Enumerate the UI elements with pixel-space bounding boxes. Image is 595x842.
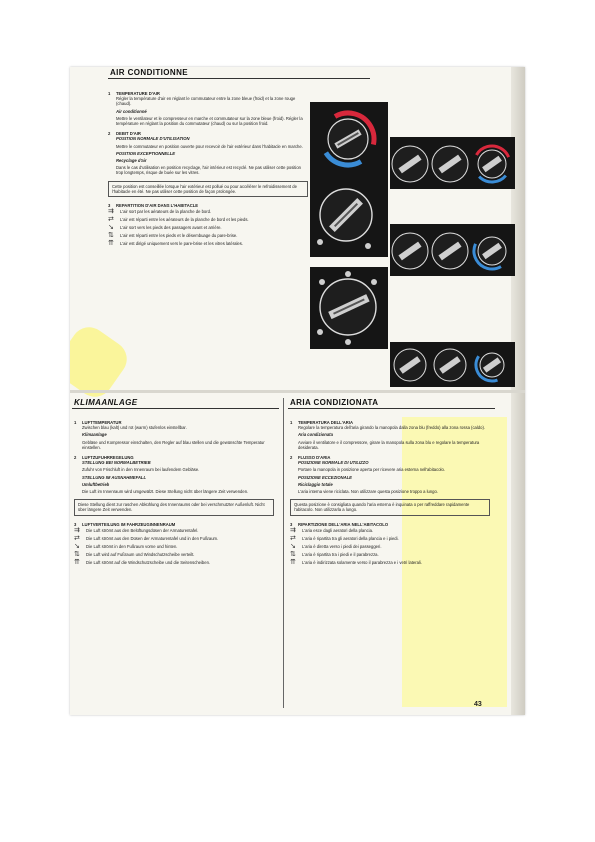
temp-section — [74, 420, 274, 450]
section-heading: DEBIT D'AIR — [116, 131, 141, 137]
distribution-knob-photo — [310, 267, 388, 349]
control-panel-photos — [310, 102, 515, 387]
item-text: L'aria è diretta verso i piedi dei passeggeri. — [302, 543, 382, 549]
paragraph: Die Luft im Innenraum wird umgewälzt. Diese Stellung nicht über längere Zeit verwenden. — [82, 489, 249, 495]
distribution-section — [108, 203, 308, 247]
feet-icon: ↘ — [108, 224, 114, 232]
subheading: POSITION NORMALE D'UTILISATION — [116, 136, 190, 142]
manual-page — [70, 67, 525, 715]
distribution-item — [290, 528, 490, 534]
feet-defrost-icon: ⇅ — [290, 550, 296, 558]
item-text: L'air est dirigé uniquement vers le pare-brise et les vitres latérales. — [120, 241, 243, 247]
note-box: Diese Stellung dient zur raschen Abkühlung des Innenraums oder bei verschmutzter Außenluft. Nicht über längere Zeit verwenden. — [74, 499, 274, 515]
column-fr — [108, 91, 308, 252]
paragraph: Zufuhr von Frischluft in den Innenraum bei laufendem Gebläse. — [82, 467, 200, 473]
item-text: L'air est réparti entre les aérateurs de la planche de bord et les pieds. — [120, 217, 249, 223]
distribution-item — [290, 536, 490, 542]
note-box: Cette position est conseillée lorsque l'air extérieur est pollué ou pour accélérer le refroidissement de l'habitacle en été. Ne pas utiliser cette position de façon prolongée. — [108, 181, 308, 197]
subheading: Klimaanlage — [82, 432, 107, 438]
temp-section — [108, 91, 308, 126]
temp-section — [290, 420, 490, 450]
section-number: 2 — [74, 455, 77, 461]
item-text: Die Luft strömt aus den Belüftungsdüsen der Armaturentafel. — [86, 527, 199, 533]
item-text: Die Luft strömt aus den Düsen der Armaturentafel und in den Fußraum. — [86, 535, 219, 541]
section-heading: TEMPERATURE D'AIR — [116, 91, 160, 96]
section-heading: FLUSSO D'ARIA — [298, 455, 331, 461]
full-panel-photo — [390, 137, 515, 189]
distribution-item — [108, 225, 308, 231]
column-de — [74, 420, 274, 571]
section-heading: LUFTVERTEILUNG IM FAHRZEUGINNENRAUM — [82, 521, 176, 527]
paragraph: Portare la manopola in posizione aperta per ricevere aria esterna nell'abitacolo. — [298, 467, 445, 473]
distribution-item — [74, 544, 274, 550]
feet-icon: ↘ — [290, 542, 296, 550]
subheading: Aria condizionata — [298, 432, 333, 438]
distribution-item — [290, 544, 490, 550]
windshield-defrost-icon: ⇈ — [290, 558, 296, 566]
section-number: 1 — [108, 91, 111, 96]
temperature-knob-photo — [310, 102, 388, 177]
item-text: L'air sort par les aérateurs de la planche de bord. — [120, 209, 212, 215]
paragraph: Dans le cas d'utilisation en position recyclage, l'air intérieur est recyclé. Ne pas utiliser cette position trop longtemps, risque de buée sur les vitres. — [116, 165, 302, 176]
item-text: L'aria esce dagli aeratori della plancia. — [302, 527, 374, 533]
note-box: Questa posizione è consigliata quando l'aria esterna è inquinata o per raffreddare rapidamente l'abitacolo. Non utilizzarla a lungo. — [290, 499, 490, 515]
windshield-defrost-icon: ⇈ — [108, 240, 114, 248]
feet-defrost-icon: ⇅ — [74, 550, 80, 558]
full-panel-photo — [390, 224, 515, 276]
distribution-item — [108, 217, 308, 223]
distribution-item — [74, 552, 274, 558]
paragraph: Régler la température d'air en réglant le commutateur entre la zone bleue (froid) et la zone rouge (chaud). — [116, 96, 296, 107]
item-text: L'air est réparti entre les pieds et le désembuage du pare-brise. — [120, 233, 238, 239]
section-number: 1 — [74, 420, 77, 425]
subheading: Riciclaggio totale — [298, 481, 333, 487]
subheading: POSIZIONE ECCEZIONALE — [298, 474, 352, 480]
section-heading: RIPARTIZIONE DELL'ARIA NELL'ABITACOLO — [298, 521, 389, 527]
distribution-item — [108, 241, 308, 247]
subheading: POSIZIONE NORMALE DI UTILIZZO — [298, 460, 369, 466]
item-text: L'aria è indirizzata solamente verso il parabrezza e i vetri laterali. — [302, 559, 422, 565]
dashboard-vent-icon: ⇉ — [290, 526, 296, 534]
section-heading: TEMPERATURA DELL'ARIA — [298, 420, 353, 425]
section-heading: LUFTZUFUHRREGELUNG — [82, 455, 134, 461]
page-fold — [70, 390, 525, 393]
distribution-item — [108, 209, 308, 215]
distribution-section — [74, 522, 274, 566]
subheading: STELLUNG BEI NORMALBETRIEB — [82, 460, 151, 466]
column-it — [290, 420, 490, 571]
item-text: Die Luft wird auf Fußraum und Windschutzscheibe verteilt. — [86, 551, 195, 557]
distribution-item — [74, 528, 274, 534]
bilevel-icon: ⇄ — [74, 534, 80, 542]
paragraph: Gebläse und Kompressor einschalten, den Regler auf blau stellen und die gewünschte Temperatur einstellen. — [82, 439, 265, 450]
page-number: 43 — [474, 701, 482, 708]
subheading: Air conditionné — [116, 108, 147, 114]
airflow-section — [108, 131, 308, 175]
distribution-item — [290, 552, 490, 558]
distribution-item — [108, 233, 308, 239]
item-text: L'aria è ripartita tra gli aeratori della plancia e i piedi. — [302, 535, 399, 541]
paragraph: L'aria interna viene riciclata. Non utilizzare questa posizione troppo a lungo. — [298, 489, 438, 495]
airflow-section — [290, 455, 490, 494]
bilevel-icon: ⇄ — [290, 534, 296, 542]
column-divider — [283, 398, 284, 708]
paragraph: Regolare la temperatura dell'aria girando la manopola dalla zona blu (freddo) alla zona rossa (caldo). — [298, 425, 486, 431]
subheading: STELLUNG IM AUSNAHMEFALL — [82, 474, 147, 480]
dashboard-vent-icon: ⇉ — [108, 208, 114, 216]
windshield-defrost-icon: ⇈ — [74, 558, 80, 566]
section-title-de: KLIMAANLAGE — [72, 398, 279, 409]
distribution-section — [290, 522, 490, 566]
section-number: 1 — [290, 420, 293, 425]
item-text: L'aria è ripartita tra i piedi e il parabrezza. — [302, 551, 379, 557]
distribution-item — [74, 560, 274, 566]
item-text: Die Luft strömt auf die Windschutzscheibe und die Seitenscheiben. — [86, 559, 211, 565]
full-panel-photo — [390, 342, 515, 387]
section-heading: LUFTTEMPERATUR — [82, 420, 122, 425]
section-heading: REPARTITION D'AIR DANS L'HABITACLE — [116, 203, 199, 209]
paragraph: Avviare il ventilatore e il compressore, girare la manopola sulla zona blu e regolare la temperatura desiderata. — [298, 439, 480, 450]
distribution-item — [74, 536, 274, 542]
feet-icon: ↘ — [74, 542, 80, 550]
airflow-knob-photo — [310, 177, 388, 257]
section-number: 3 — [290, 521, 293, 527]
subheading: POSITION EXCEPTIONNELLE — [116, 150, 176, 156]
airflow-section — [74, 455, 274, 494]
section-title-it: ARIA CONDIZIONATA — [288, 398, 495, 409]
paragraph: Mettre le commutateur en position ouverte pour recevoir de l'air extérieur dans l'habitacle en marche. — [116, 143, 303, 149]
section-number: 2 — [108, 131, 111, 137]
section-number: 3 — [108, 203, 111, 209]
section-number: 2 — [290, 455, 293, 461]
item-text: Die Luft strömt in den Fußraum vorne und hinten. — [86, 543, 178, 549]
bilevel-icon: ⇄ — [108, 216, 114, 224]
dashboard-vent-icon: ⇉ — [74, 526, 80, 534]
paragraph: Zwischen blau (kalt) und rot (warm) stufenlos einstellbar. — [82, 425, 187, 431]
subheading: Recyclage d'air — [116, 158, 147, 164]
distribution-item — [290, 560, 490, 566]
feet-defrost-icon: ⇅ — [108, 232, 114, 240]
section-number: 3 — [74, 521, 77, 527]
section-title-fr: AIR CONDITIONNE — [108, 68, 370, 79]
subheading: Umluftbetrieb — [82, 481, 110, 487]
paragraph: Mettre le ventilateur et le compresseur en marche et commutateur sur la zone bleue (froid). Régler la température en réglant la position du commutateur (chaud) ou sur la position froid. — [116, 115, 303, 127]
item-text: L'air sort vers les pieds des passagers avant et arrière. — [120, 225, 222, 231]
